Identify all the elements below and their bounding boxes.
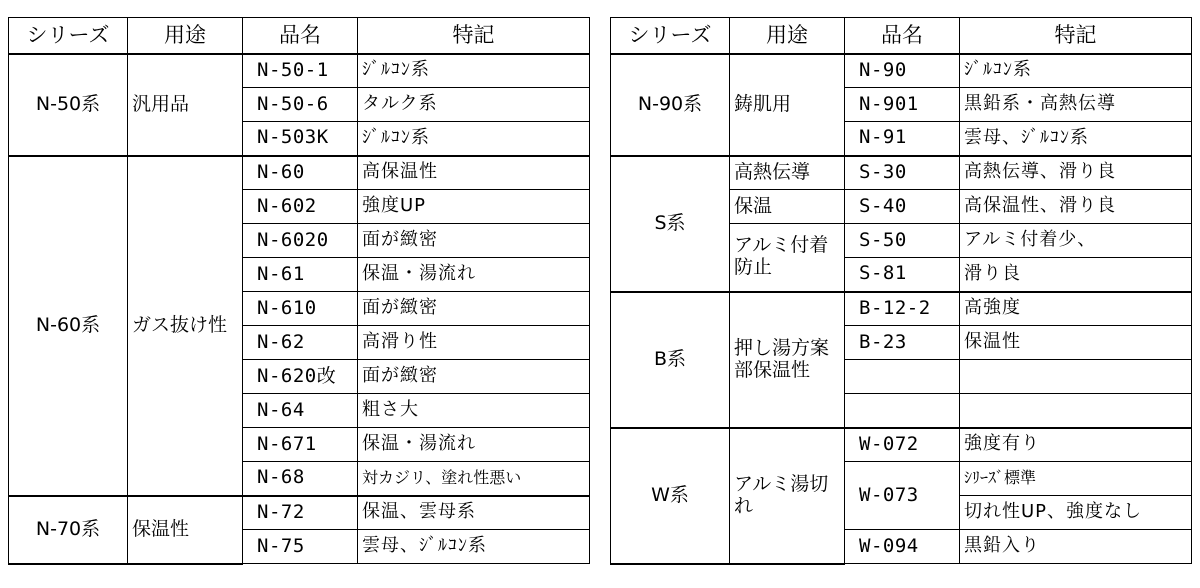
empty-cell xyxy=(845,360,960,394)
product-name: W-072 xyxy=(845,428,960,462)
product-name: N-50-6 xyxy=(243,88,358,122)
product-note: 高保温性、滑り良 xyxy=(960,190,1192,224)
product-name: S-30 xyxy=(845,156,960,190)
product-note: 保温、雲母系 xyxy=(358,496,590,530)
product-note: 切れ性UP、強度なし xyxy=(960,496,1192,530)
product-name: N-72 xyxy=(243,496,358,530)
product-name: N-602 xyxy=(243,190,358,224)
product-name: N-64 xyxy=(243,394,358,428)
product-name: N-68 xyxy=(243,462,358,496)
product-name: N-50-1 xyxy=(243,54,358,88)
product-note: ｼﾞﾙｺﾝ系 xyxy=(358,122,590,156)
header-note: 特記 xyxy=(960,18,1192,54)
table-row xyxy=(611,54,1192,88)
product-note: 対カジリ、塗れ性悪い xyxy=(358,462,590,496)
series-cell-w: W系 xyxy=(611,428,730,564)
product-note: 黒鉛系・高熱伝導 xyxy=(960,88,1192,122)
product-note: ｼﾞﾙｺﾝ系 xyxy=(358,54,590,88)
header-row xyxy=(9,18,590,54)
product-note: 滑り良 xyxy=(960,258,1192,292)
series-cell-s: S系 xyxy=(611,156,730,292)
product-note: 雲母、ｼﾞﾙｺﾝ系 xyxy=(960,122,1192,156)
table-row xyxy=(611,156,1192,190)
product-name: N-62 xyxy=(243,326,358,360)
use-cell-s-insulation: 保温 xyxy=(730,190,845,224)
header-series: シリーズ xyxy=(611,18,730,54)
product-name: W-094 xyxy=(845,530,960,564)
table-row xyxy=(9,496,590,530)
product-note: 面が緻密 xyxy=(358,292,590,326)
header-use: 用途 xyxy=(128,18,243,54)
product-note: 面が緻密 xyxy=(358,360,590,394)
product-note: 粗さ大 xyxy=(358,394,590,428)
use-cell-n70: 保温性 xyxy=(128,496,243,564)
product-name: S-81 xyxy=(845,258,960,292)
series-cell-n70: N-70系 xyxy=(9,496,128,564)
product-note: 高滑り性 xyxy=(358,326,590,360)
header-name: 品名 xyxy=(243,18,358,54)
product-name: B-23 xyxy=(845,326,960,360)
product-name: S-40 xyxy=(845,190,960,224)
use-cell-n60: ガス抜け性 xyxy=(128,156,243,496)
table-row xyxy=(611,292,1192,326)
product-name: N-61 xyxy=(243,258,358,292)
product-name: B-12-2 xyxy=(845,292,960,326)
product-note: タルク系 xyxy=(358,88,590,122)
product-name: N-620改 xyxy=(243,360,358,394)
header-row xyxy=(611,18,1192,54)
product-note: 雲母、ｼﾞﾙｺﾝ系 xyxy=(358,530,590,564)
empty-cell xyxy=(960,394,1192,428)
series-cell-n50: N-50系 xyxy=(9,54,128,156)
product-note: 黒鉛入り xyxy=(960,530,1192,564)
use-cell-n50: 汎用品 xyxy=(128,54,243,156)
series-cell-n90: N-90系 xyxy=(611,54,730,156)
product-note: 高保温性 xyxy=(358,156,590,190)
product-name: N-610 xyxy=(243,292,358,326)
product-note: アルミ付着少、 xyxy=(960,224,1192,258)
product-note: 強度UP xyxy=(358,190,590,224)
table-row xyxy=(611,428,1192,462)
product-name: N-91 xyxy=(845,122,960,156)
series-cell-b: B系 xyxy=(611,292,730,428)
product-note: ｼﾘｰｽﾞ標準 xyxy=(960,462,1192,496)
use-cell-b: 押し湯方案部保温性 xyxy=(730,292,845,428)
header-use: 用途 xyxy=(730,18,845,54)
product-name: N-671 xyxy=(243,428,358,462)
left-product-table xyxy=(8,17,590,565)
table-row xyxy=(9,156,590,190)
product-note: 面が緻密 xyxy=(358,224,590,258)
product-note: 保温・湯流れ xyxy=(358,428,590,462)
use-cell-w: アルミ湯切れ xyxy=(730,428,845,564)
use-cell-n90: 鋳肌用 xyxy=(730,54,845,156)
empty-cell xyxy=(845,394,960,428)
product-note: 高熱伝導、滑り良 xyxy=(960,156,1192,190)
product-note: 高強度 xyxy=(960,292,1192,326)
product-name: W-073 xyxy=(845,462,960,530)
product-name: N-6020 xyxy=(243,224,358,258)
product-note: 強度有り xyxy=(960,428,1192,462)
product-name: N-60 xyxy=(243,156,358,190)
use-cell-s-antistick: アルミ付着防止 xyxy=(730,224,845,292)
right-product-table xyxy=(610,17,1192,565)
header-note: 特記 xyxy=(358,18,590,54)
table-row xyxy=(9,54,590,88)
header-series: シリーズ xyxy=(9,18,128,54)
use-cell-s-thermal: 高熱伝導 xyxy=(730,156,845,190)
empty-cell xyxy=(960,360,1192,394)
product-note: ｼﾞﾙｺﾝ系 xyxy=(960,54,1192,88)
product-name: N-90 xyxy=(845,54,960,88)
product-name: S-50 xyxy=(845,224,960,258)
product-name: N-901 xyxy=(845,88,960,122)
product-note: 保温性 xyxy=(960,326,1192,360)
product-note: 保温・湯流れ xyxy=(358,258,590,292)
product-name: N-75 xyxy=(243,530,358,564)
series-cell-n60: N-60系 xyxy=(9,156,128,496)
product-name: N-503K xyxy=(243,122,358,156)
header-name: 品名 xyxy=(845,18,960,54)
